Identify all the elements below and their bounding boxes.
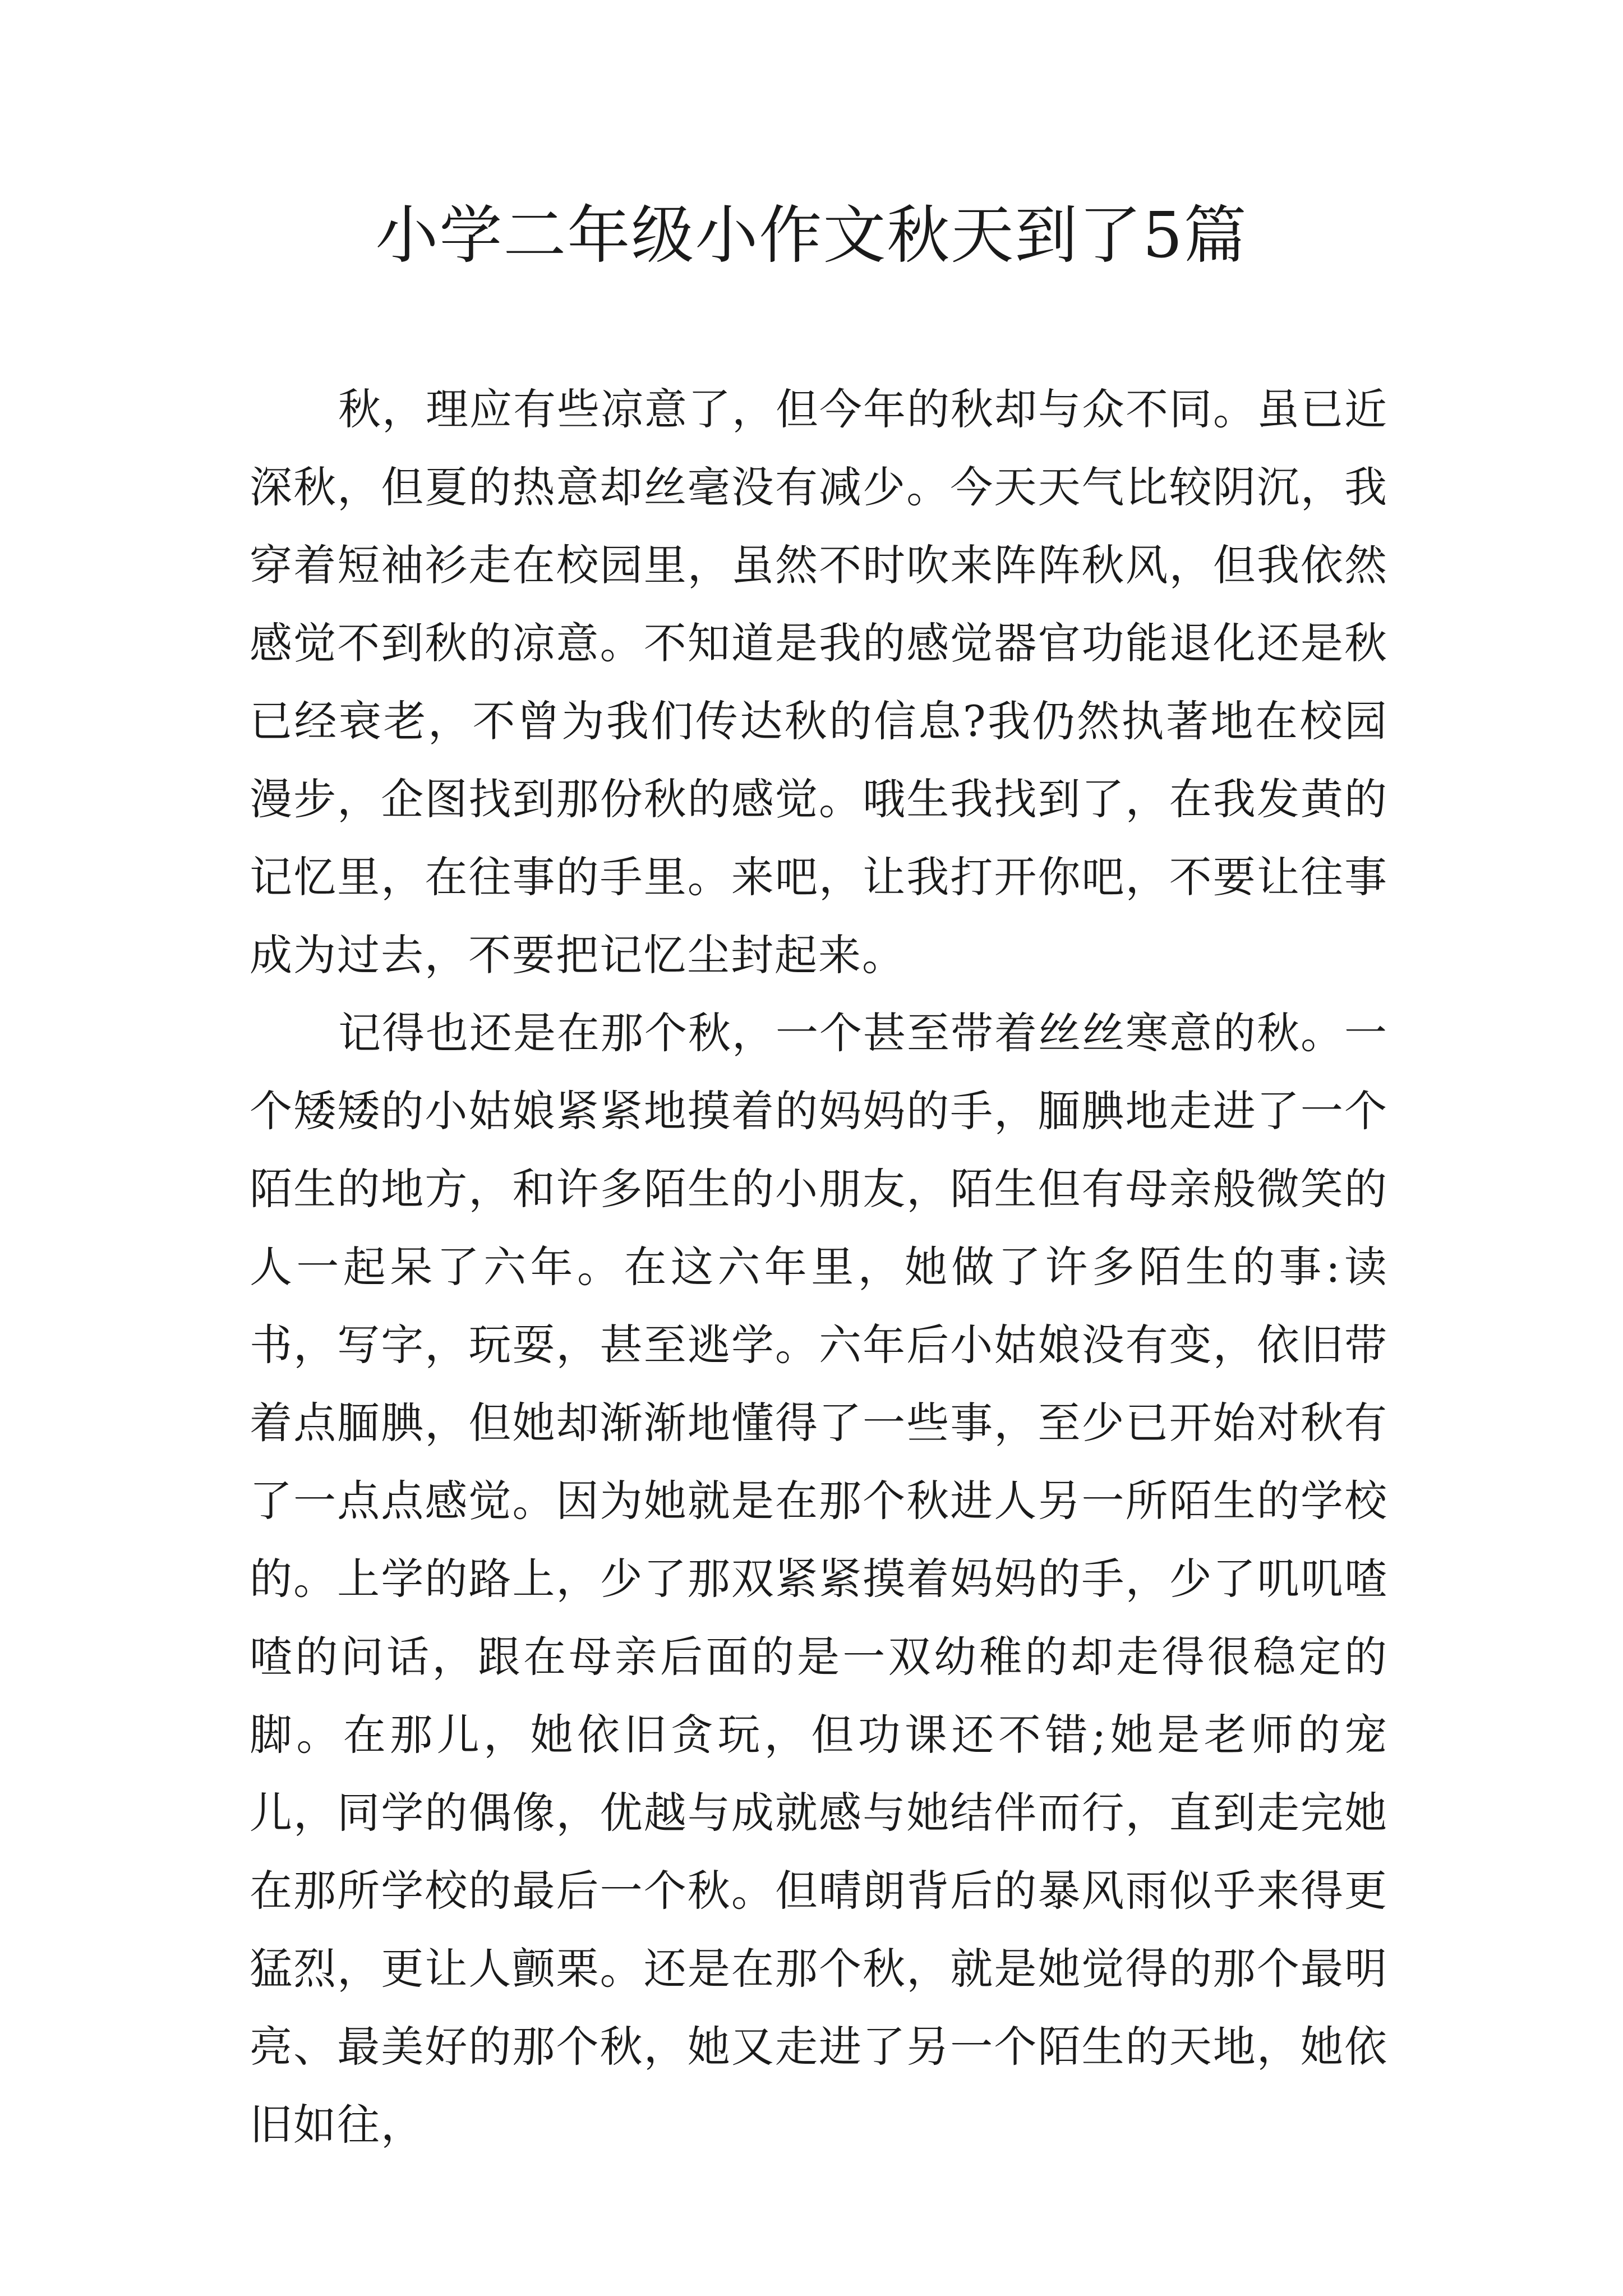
document-body: [250, 370, 1388, 2164]
paragraph: 秋，理应有些凉意了，但今年的秋却与众不同。虽已近深秋，但夏的热意却丝毫没有减少。今天天气比较阴沉，我穿着短袖衫走在校园里，虽然不时吹来阵阵秋风，但我依然感觉不到秋的凉意。不知道是我的感觉器官功能退化还是秋已经衰老，不曾为我们传达秋的信息?我仍然执著地在校园漫步，企图找到那份秋的感觉。哦生我找到了，在我发黄的记忆里，在往事的手里。来吧，让我打开你吧，不要让往事成为过去，不要把记忆尘封起来。: [250, 384, 1388, 980]
document-title: 小学二年级小作文秋天到了5篇: [375, 199, 1248, 272]
paragraph: 记得也还是在那个秋，一个甚至带着丝丝寒意的秋。一个矮矮的小姑娘紧紧地摸着的妈妈的手，腼腆地走进了一个陌生的地方，和许多陌生的小朋友，陌生但有母亲般微笑的人一起呆了六年。在这六年里，她做了许多陌生的事:读书，写字，玩耍，甚至逃学。六年后小姑娘没有变，依旧带着点腼腆，但她却渐渐地懂得了一些事，至少已开始对秋有了一点点感觉。因为她就是在那个秋进人另一所陌生的学校的。上学的路上，少了那双紧紧摸着妈妈的手，少了叽叽喳喳的问话，跟在母亲后面的是一双幼稚的却走得很稳定的脚。在那儿，她依旧贪玩，但功课还不错;她是老师的宠儿，同学的偶像，优越与成就感与她结伴而行，直到走完她在那所学校的最后一个秋。但晴朗背后的暴风雨似乎来得更猛烈，更让人颤栗。还是在那个秋，就是她觉得的那个最明亮、最美好的那个秋，她又走进了另一个陌生的天地，她依旧如往，: [250, 1008, 1388, 2150]
